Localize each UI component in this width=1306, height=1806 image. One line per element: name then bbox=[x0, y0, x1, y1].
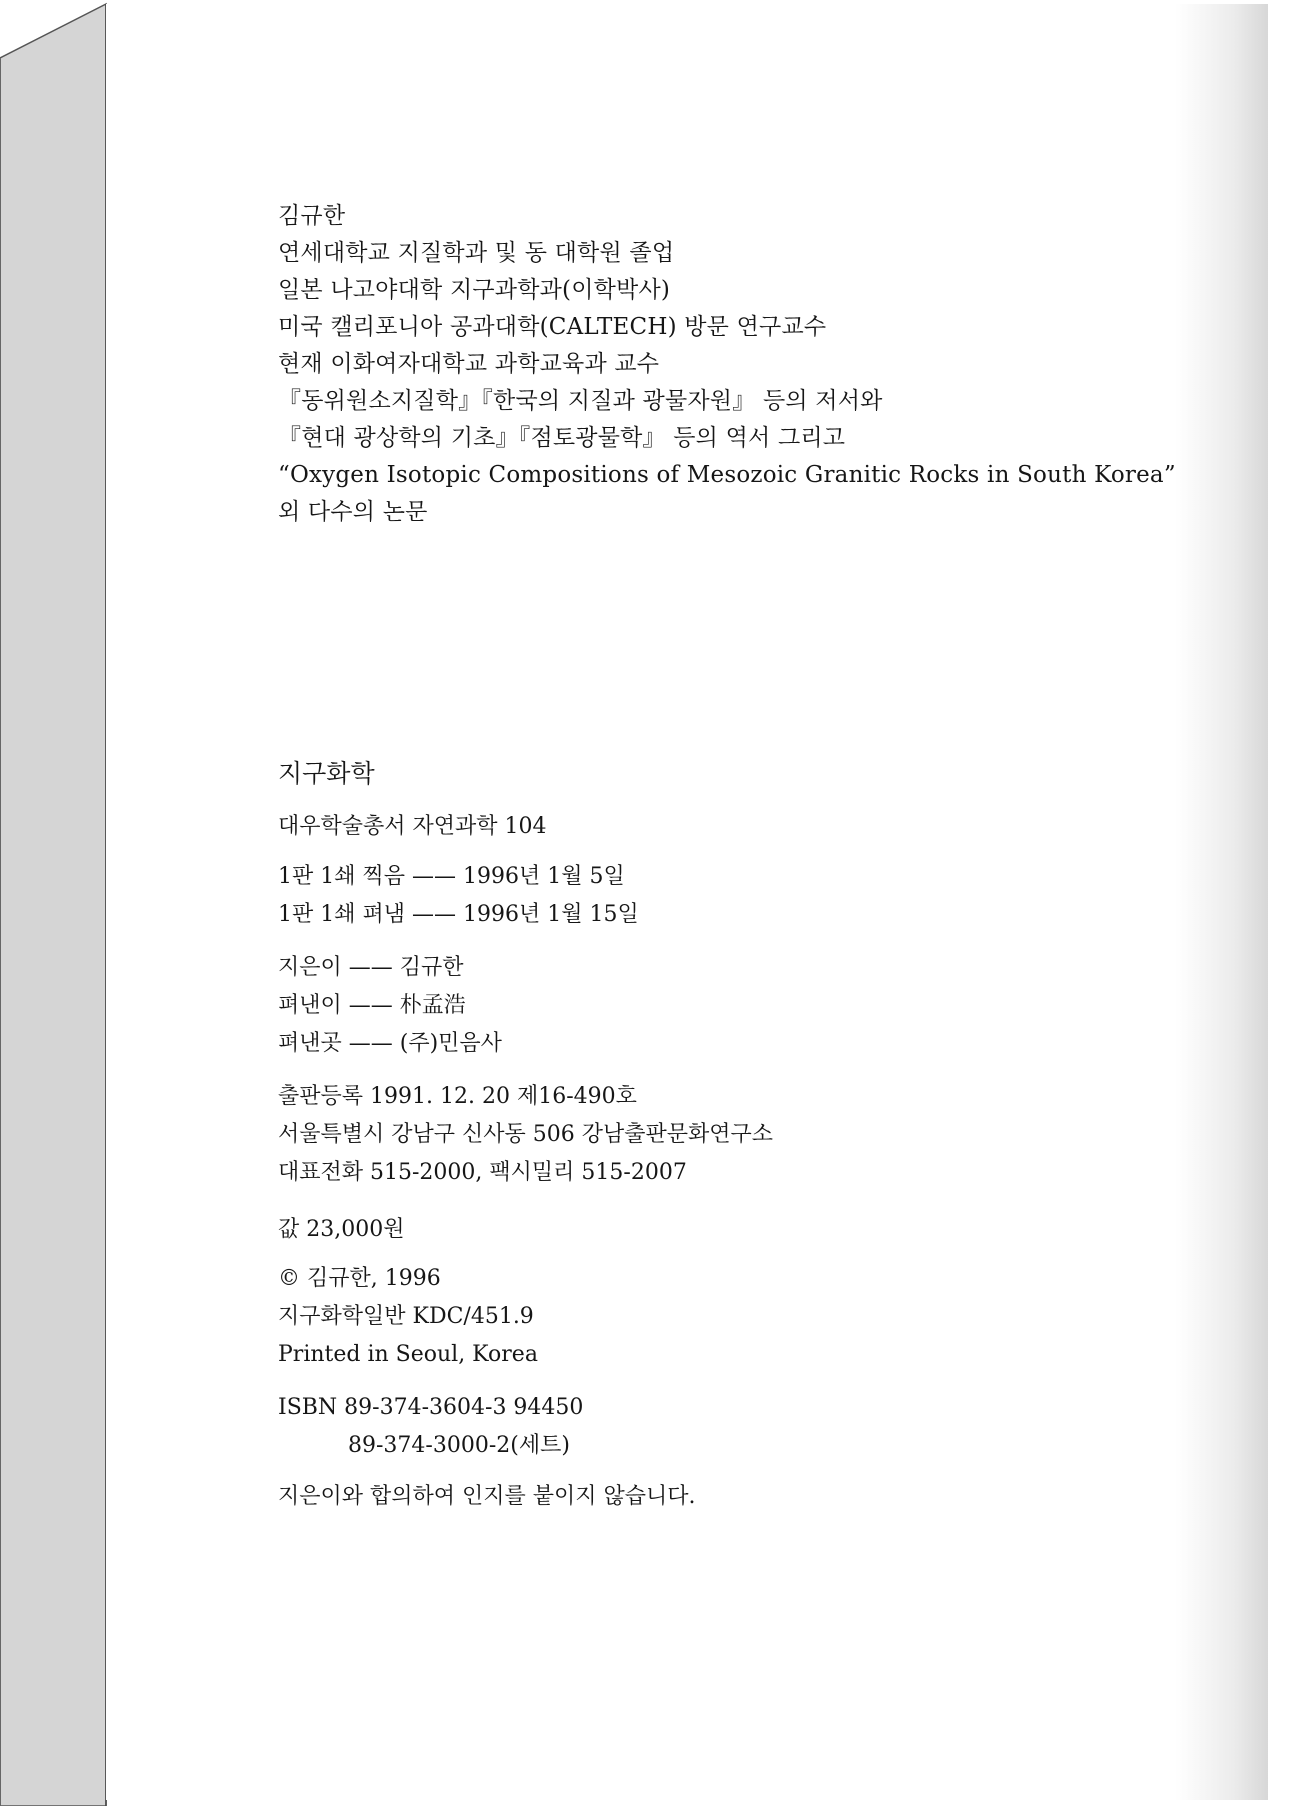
isbn-info bbox=[278, 1389, 583, 1465]
book-title: 지구화학 bbox=[278, 759, 375, 788]
people-info bbox=[278, 949, 502, 1063]
isbn-set-line: 89-374-3000-2(세트) bbox=[348, 1433, 570, 1458]
bio-line: “Oxygen Isotopic Compositions of Mesozoic Granitic Rocks in South Korea” bbox=[278, 462, 1176, 488]
publisher-info bbox=[278, 1078, 773, 1192]
bio-line: 연세대학교 지질학과 및 동 대학원 졸업 bbox=[278, 240, 675, 266]
address-line: 서울특별시 강남구 신사동 506 강남출판문화연구소 bbox=[278, 1122, 774, 1147]
series-line: 대우학술총서 자연과학 104 bbox=[278, 814, 547, 839]
phone-line: 대표전화 515-2000, 팩시밀리 515-2007 bbox=[278, 1160, 687, 1185]
copyright-line: © 김규한, 1996 bbox=[278, 1266, 441, 1291]
bio-line: 현재 이화여자대학교 과학교육과 교수 bbox=[278, 351, 660, 377]
printed-in-line: Printed in Seoul, Korea bbox=[278, 1342, 538, 1367]
bio-line: 『동위원소지질학』『한국의 지질과 광물자원』 등의 저서와 bbox=[278, 388, 883, 414]
classification-line: 지구화학일반 KDC/451.9 bbox=[278, 1304, 534, 1329]
bio-line: 외 다수의 논문 bbox=[278, 499, 428, 525]
author-line: 지은이 —— 김규한 bbox=[278, 955, 464, 980]
registration-line: 출판등록 1991. 12. 20 제16-490호 bbox=[278, 1084, 637, 1109]
isbn-line: ISBN 89-374-3604-3 94450 bbox=[278, 1395, 584, 1420]
printing-line: 1판 1쇄 찍음 —— 1996년 1월 5일 bbox=[278, 864, 625, 889]
copyright-info bbox=[278, 1260, 538, 1374]
author-name: 김규한 bbox=[278, 203, 346, 229]
notice-info bbox=[278, 1478, 696, 1516]
price-info bbox=[278, 1211, 404, 1249]
price-line: 값 23,000원 bbox=[278, 1217, 405, 1242]
series-info bbox=[278, 808, 547, 846]
printing-info bbox=[278, 858, 639, 934]
publisher-person-line: 펴낸이 —— 朴孟浩 bbox=[278, 993, 466, 1018]
stamp-notice: 지은이와 합의하여 인지를 붙이지 않습니다. bbox=[278, 1484, 696, 1509]
bio-line: 일본 나고야대학 지구과학과(이학박사) bbox=[278, 277, 671, 303]
printing-line: 1판 1쇄 펴냄 —— 1996년 1월 15일 bbox=[278, 902, 639, 927]
publishing-house-line: 펴낸곳 —— (주)민음사 bbox=[278, 1031, 502, 1056]
bio-line: 『현대 광상학의 기초』『점토광물학』 등의 역서 그리고 bbox=[278, 425, 846, 451]
author-bio bbox=[278, 198, 1176, 531]
bio-line: 미국 캘리포니아 공과대학(CALTECH) 방문 연구교수 bbox=[278, 314, 827, 340]
